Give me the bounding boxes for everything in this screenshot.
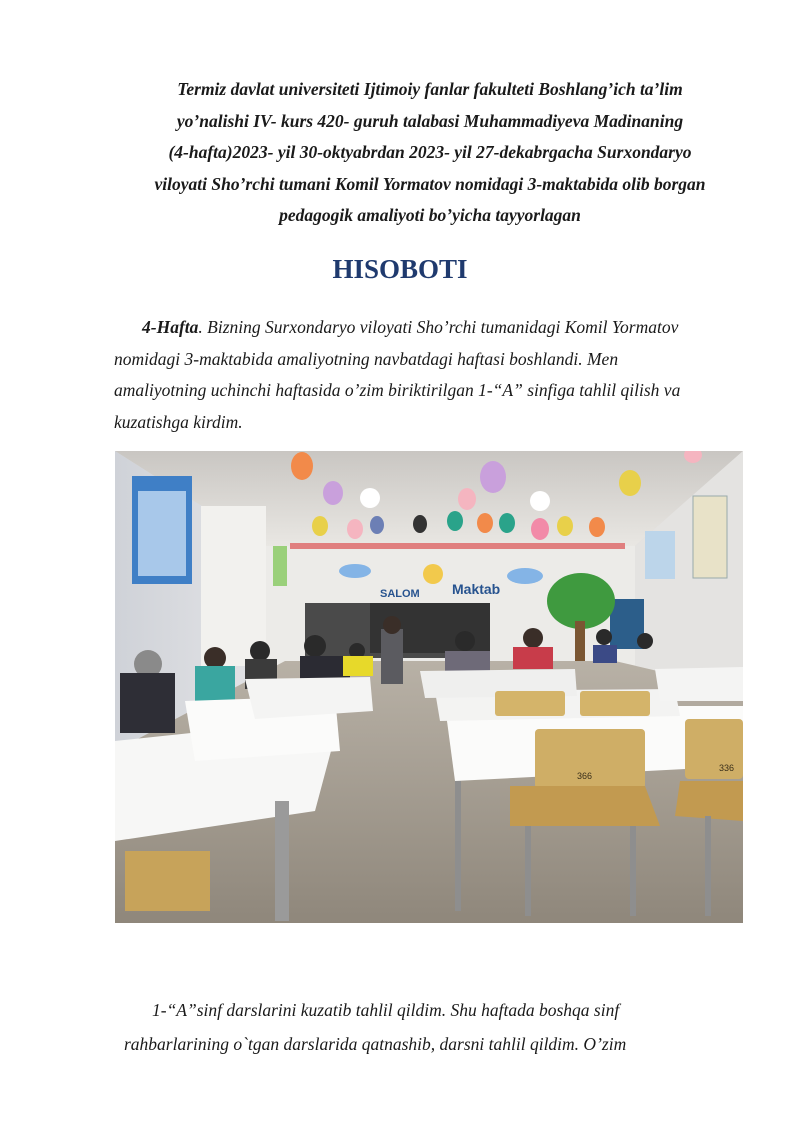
heading-line: yo’nalishi IV- kurs 420- guruh talabasi Muhammadiyeva Madinaning xyxy=(176,110,684,131)
classroom-photo-illustration xyxy=(115,451,743,923)
paragraph-line: nomidagi 3-maktabida amaliyotning navbatdagi haftasi boshlandi. Men xyxy=(114,348,619,369)
report-heading xyxy=(110,74,750,232)
paragraph-line: 1-“A”sinf darslarini kuzatib tahlil qildim. Shu haftada boshqa sinf xyxy=(152,1000,620,1020)
heading-line: Termiz davlat universiteti Ijtimoiy fanlar fakulteti Boshlang’ich ta’lim xyxy=(177,79,683,99)
paragraph-line: rahbarlarining o`tgan darslarida qatnashib, darsni tahlil qildim. O’zim xyxy=(124,1034,627,1054)
photo-banner-text: SALOM xyxy=(380,588,420,600)
page-title: HISOBOTI xyxy=(332,254,468,284)
classroom-photo xyxy=(115,451,743,923)
paragraph-line-text: . Bizning Surxondaryo viloyati Sho’rchi tumanidagi Komil Yormatov xyxy=(198,317,679,337)
week-label: 4-Hafta xyxy=(142,317,199,337)
paragraph-observation xyxy=(110,993,760,1061)
photo-chair-label: 366 xyxy=(577,771,593,781)
heading-line: viloyati Sho’rchi tumani Komil Yormatov nomidagi 3-maktabida olib borgan xyxy=(154,173,706,194)
heading-line: (4-hafta)2023- yil 30-oktyabrdan 2023- yil 27-dekabrgacha Surxondaryo xyxy=(168,142,692,163)
paragraph-line: kuzatishga kirdim. xyxy=(114,411,243,432)
photo-sign-text: Maktab xyxy=(452,581,501,597)
heading-line: pedagogik amaliyoti bo’yicha tayyorlagan xyxy=(279,205,581,226)
paragraph-line xyxy=(114,312,764,344)
paragraph-line: amaliyotning uchinchi haftasida o’zim biriktirilgan 1-“A” sinfiga tahlil qilish va xyxy=(114,380,681,400)
paragraph-week4 xyxy=(114,312,764,438)
photo-chair-label: 336 xyxy=(719,763,735,773)
